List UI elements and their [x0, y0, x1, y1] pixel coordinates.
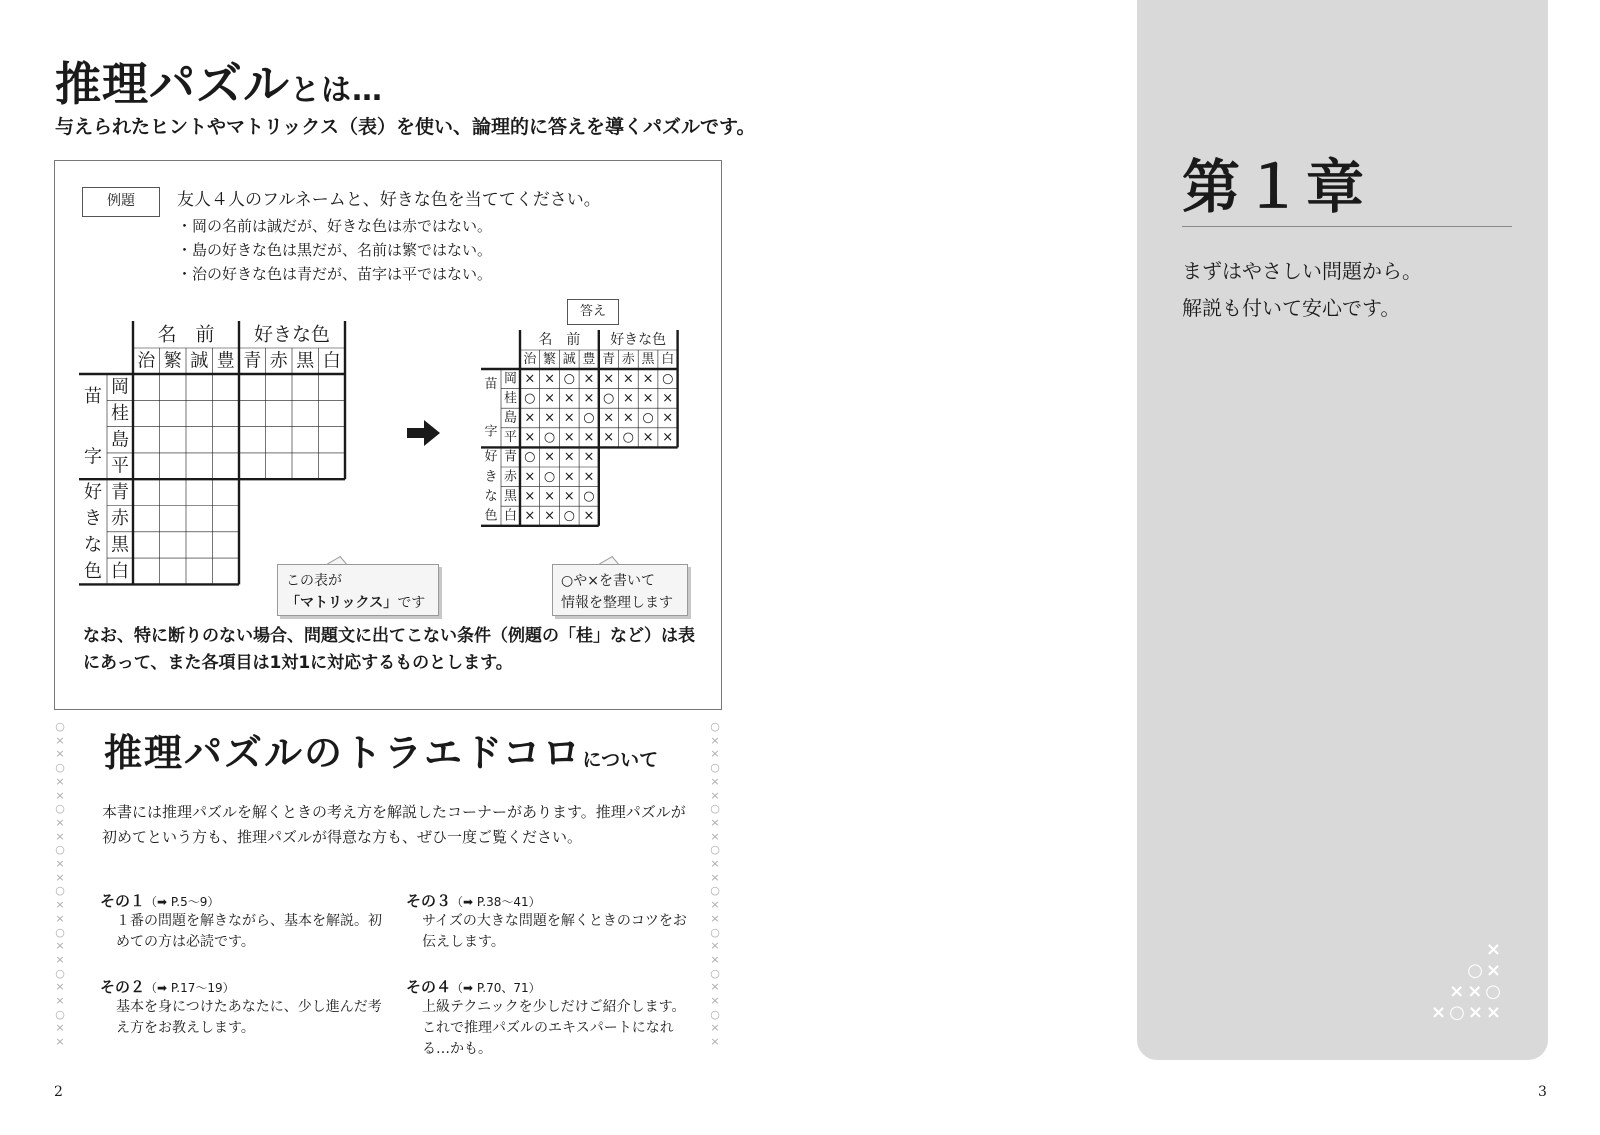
matrix-cell: × — [544, 508, 556, 524]
hint-item: ・島の好きな色は黒だが、名前は繁ではない。 — [177, 241, 493, 259]
row-group-label: な — [484, 488, 498, 504]
row-label: 赤 — [503, 469, 518, 485]
row-label: 島 — [503, 410, 518, 426]
matrix-cell: × — [563, 488, 575, 504]
column-label: 青 — [602, 352, 616, 367]
row-label: 黒 — [111, 534, 129, 556]
matrix-cell: × — [583, 508, 595, 524]
row-group-label: 苗 — [484, 377, 498, 393]
matrix-cell: ○ — [543, 430, 556, 446]
ox-pattern-glyph: × — [710, 747, 720, 761]
trap-item-number: その２ — [100, 978, 146, 996]
ox-pattern-glyph: ○ — [55, 925, 65, 939]
ox-pattern-glyph: × — [55, 774, 65, 788]
example-box — [54, 160, 722, 710]
matrix-cell: × — [662, 430, 674, 446]
ox-pattern-glyph: ○ — [710, 843, 720, 857]
ox-pattern-glyph: × — [710, 774, 720, 788]
trap-item-body: 基本を身につけたあなたに、少し進んだ考え方をお教えします。 — [116, 999, 382, 1036]
ox-pattern-glyph: × — [710, 829, 720, 843]
ox-pattern-glyph: ○ — [55, 720, 65, 733]
matrix-cell: ○ — [563, 371, 575, 387]
ox-pattern-glyph: ○ — [710, 966, 720, 980]
row-group-label: 好 — [484, 449, 498, 465]
trap-item-page: （➡ P.17〜19） — [145, 981, 235, 995]
bubble-line: この表が — [286, 573, 342, 589]
column-label: 治 — [523, 352, 537, 367]
column-label: 青 — [243, 350, 262, 372]
column-label: 繁 — [543, 352, 557, 367]
ox-pattern-glyph: ○ — [710, 925, 720, 939]
bubble-rest: です — [397, 595, 426, 611]
ox-pattern-glyph: ○ — [55, 761, 65, 775]
trap-item-head — [100, 976, 385, 997]
trap-item-body: サイズの大きな問題を解くときのコツをお伝えします。 — [422, 913, 687, 950]
ox-pattern-glyph: × — [710, 939, 720, 953]
row-group-label: 字 — [484, 424, 498, 440]
trap-item-head — [100, 890, 385, 911]
column-label: 黒 — [296, 350, 315, 372]
column-label: 白 — [322, 350, 341, 372]
ox-pattern-glyph: × — [55, 733, 65, 747]
row-label: 黒 — [503, 488, 518, 504]
speech-bubble-matrix — [277, 564, 439, 616]
matrix-cell: ○ — [662, 371, 674, 387]
matrix-cell: × — [563, 469, 575, 485]
matrix-cell: ○ — [583, 410, 595, 426]
column-label: 繁 — [163, 350, 182, 372]
matrix-cell: × — [603, 410, 615, 426]
row-label: 桂 — [503, 390, 518, 406]
column-label: 赤 — [269, 350, 288, 372]
ox-pattern-glyph: ○ — [55, 843, 65, 857]
bubble-line: ○や×を書いて — [561, 573, 655, 589]
ox-pattern-glyph: × — [710, 733, 720, 747]
ox-pattern-glyph: × — [55, 1035, 65, 1049]
matrix-cell: × — [544, 449, 556, 465]
ox-pattern-glyph: × — [710, 952, 720, 966]
ox-pattern-glyph: × — [55, 1021, 65, 1035]
ox-pattern-glyph: × — [55, 857, 65, 871]
trap-item-page: （➡ P.5〜9） — [145, 895, 220, 909]
ox-decoration-row: ×○×× — [1431, 1002, 1504, 1023]
ox-border-left — [54, 720, 66, 1049]
answer-matrix — [480, 329, 685, 534]
matrix-cell: ○ — [524, 449, 536, 465]
row-label: 青 — [503, 449, 518, 465]
matrix-cell: × — [544, 410, 556, 426]
matrix-cell: × — [544, 488, 556, 504]
header-colors: 好きな色 — [610, 332, 667, 348]
matrix-cell: × — [642, 430, 654, 446]
matrix-cell: × — [524, 508, 536, 524]
example-question: 友人４人のフルネームと、好きな色を当ててください。 — [177, 190, 601, 210]
ox-pattern-glyph: × — [55, 747, 65, 761]
matrix-cell: × — [544, 371, 556, 387]
ox-pattern-glyph: ○ — [710, 761, 720, 775]
column-label: 黒 — [641, 352, 655, 367]
hint-item: ・岡の名前は誠だが、好きな色は赤ではない。 — [177, 217, 493, 235]
column-label: 豊 — [216, 350, 235, 372]
trap-item-number: その３ — [406, 892, 452, 910]
intro-text: 与えられたヒントやマトリックス（表）を使い、論理的に答えを導くパズルです。 — [55, 116, 756, 138]
ox-pattern-glyph: × — [710, 1021, 720, 1035]
matrix-cell: × — [524, 488, 536, 504]
answer-tag: 答え — [567, 299, 619, 325]
matrix-cell: × — [544, 390, 556, 406]
page-title — [55, 48, 383, 114]
page-title-main: 推理パズル — [55, 57, 290, 111]
ox-pattern-glyph: × — [710, 980, 720, 994]
trap-item-head — [406, 890, 691, 911]
trap-item — [406, 890, 691, 953]
row-label: 桂 — [111, 402, 129, 424]
bubble-bold: 「マトリックス」 — [286, 595, 398, 611]
ox-pattern-glyph: × — [55, 829, 65, 843]
column-label: 治 — [137, 350, 156, 372]
matrix-cell: × — [563, 449, 575, 465]
row-label: 岡 — [503, 371, 518, 387]
ox-pattern-glyph: × — [55, 815, 65, 829]
matrix-cell: × — [583, 430, 595, 446]
page-number-right: 3 — [1538, 1084, 1547, 1100]
trap-item-page: （➡ P.38〜41） — [451, 895, 541, 909]
row-label: 岡 — [111, 376, 129, 398]
matrix-cell: × — [642, 390, 654, 406]
ox-pattern-glyph: × — [55, 980, 65, 994]
ox-pattern-glyph: × — [55, 788, 65, 802]
matrix-cell: ○ — [524, 390, 536, 406]
column-label: 豊 — [582, 352, 596, 367]
chapter-subtitle: まずはやさしい問題から。 — [1182, 259, 1422, 283]
row-group-label: な — [84, 534, 102, 556]
page-number-left: 2 — [54, 1084, 63, 1100]
ox-pattern-glyph: ○ — [55, 802, 65, 816]
ox-pattern-glyph: × — [710, 857, 720, 871]
matrix-cell: × — [583, 390, 595, 406]
matrix-cell: × — [524, 469, 536, 485]
row-label: 白 — [503, 508, 518, 524]
trap-item — [406, 976, 691, 1060]
row-label: 島 — [111, 429, 129, 451]
column-label: 赤 — [621, 352, 635, 367]
ox-decoration-row: ××○ — [1449, 981, 1504, 1002]
example-note: なお、特に断りのない場合、問題文に出てこない条件（例題の「桂」など）は表にあって、また各項目は1対1に対応するものとします。 — [83, 626, 695, 673]
trap-item-number: その１ — [100, 892, 146, 910]
row-label: 平 — [503, 430, 518, 446]
matrix-cell: × — [563, 430, 575, 446]
row-group-label: 苗 — [84, 385, 102, 407]
ox-pattern-glyph: × — [55, 939, 65, 953]
ox-decoration-row: ○× — [1467, 960, 1504, 981]
ox-pattern-glyph: ○ — [710, 802, 720, 816]
blank-matrix — [79, 319, 351, 589]
ox-pattern-glyph: × — [55, 994, 65, 1008]
ox-pattern-glyph: × — [55, 898, 65, 912]
trap-title-suffix: について — [582, 749, 659, 771]
ox-pattern-glyph: × — [710, 898, 720, 912]
ox-pattern-glyph: ○ — [55, 966, 65, 980]
right-arrow-icon — [407, 419, 441, 447]
trap-item-page: （➡ P.70、71） — [451, 981, 541, 995]
chapter-title: 第１章 — [1182, 153, 1369, 221]
trap-item — [100, 890, 385, 953]
row-label: 平 — [111, 455, 129, 477]
row-label: 青 — [111, 481, 129, 503]
matrix-cell: × — [563, 390, 575, 406]
ox-pattern-glyph: ○ — [55, 1007, 65, 1021]
column-label: 誠 — [562, 352, 576, 367]
chapter-divider — [1182, 226, 1512, 227]
trap-item-number: その４ — [406, 978, 452, 996]
matrix-cell: ○ — [563, 508, 575, 524]
bubble-line: 情報を整理します — [561, 595, 673, 611]
matrix-cell: × — [583, 371, 595, 387]
matrix-cell: × — [524, 430, 536, 446]
ox-pattern-glyph: × — [710, 1035, 720, 1049]
matrix-cell: × — [622, 390, 634, 406]
matrix-cell: × — [583, 469, 595, 485]
bubble-line — [286, 592, 430, 614]
matrix-cell: ○ — [583, 488, 595, 504]
trap-item-body: １番の問題を解きながら、基本を解説。初めての方は必読です。 — [116, 913, 382, 950]
row-group-label: き — [484, 469, 498, 485]
ox-pattern-glyph: × — [55, 911, 65, 925]
ox-pattern-glyph: ○ — [710, 720, 720, 733]
ox-decoration-row: × — [1485, 939, 1504, 960]
column-label: 白 — [661, 352, 675, 367]
trap-description: 本書には推理パズルを解くときの考え方を解説したコーナーがあります。推理パズルが初めてという方も、推理パズルが得意な方も、ぜひ一度ご覧ください。 — [102, 803, 686, 846]
row-group-label: 色 — [84, 560, 102, 582]
matrix-cell: × — [583, 449, 595, 465]
ox-pattern-glyph: ○ — [710, 884, 720, 898]
speech-bubble-answer — [552, 564, 688, 616]
row-group-label: き — [84, 508, 102, 530]
row-group-label: 色 — [484, 508, 498, 524]
page-title-suffix: とは… — [290, 73, 383, 108]
hint-item: ・治の好きな色は青だが、苗字は平ではない。 — [177, 265, 493, 283]
matrix-cell: × — [662, 390, 674, 406]
matrix-cell: × — [603, 371, 615, 387]
header-colors: 好きな色 — [253, 323, 331, 346]
matrix-cell: ○ — [642, 410, 654, 426]
row-label: 白 — [111, 560, 129, 582]
trap-item-head — [406, 976, 691, 997]
ox-pattern-glyph: × — [710, 815, 720, 829]
matrix-cell: × — [622, 410, 634, 426]
trap-item-body: 上級テクニックを少しだけご紹介します。これで推理パズルのエキスパートになれる…かも。 — [422, 999, 686, 1057]
header-names: 名 前 — [157, 323, 215, 346]
matrix-cell: × — [524, 371, 536, 387]
ox-pattern-glyph: × — [55, 870, 65, 884]
matrix-cell: × — [524, 410, 536, 426]
ox-pattern-glyph: × — [710, 870, 720, 884]
matrix-cell: ○ — [602, 390, 615, 406]
example-tag: 例題 — [82, 187, 160, 217]
row-group-label: 好 — [84, 481, 102, 503]
row-label: 赤 — [111, 508, 129, 530]
matrix-cell: × — [622, 371, 634, 387]
matrix-cell: × — [563, 410, 575, 426]
trap-section-title — [104, 722, 658, 777]
column-label: 誠 — [190, 350, 209, 372]
ox-pattern-glyph: × — [55, 952, 65, 966]
header-names: 名 前 — [538, 332, 581, 348]
matrix-cell: ○ — [543, 469, 556, 485]
trap-title-main: 推理パズルのトラエドコロ — [104, 731, 583, 775]
matrix-cell: ○ — [622, 430, 635, 446]
ox-pattern-glyph: ○ — [710, 1007, 720, 1021]
matrix-cell: × — [662, 410, 674, 426]
matrix-cell: × — [642, 371, 654, 387]
ox-pattern-glyph: ○ — [55, 884, 65, 898]
row-group-label: 字 — [84, 446, 102, 468]
ox-pattern-glyph: × — [710, 788, 720, 802]
ox-pattern-glyph: × — [710, 911, 720, 925]
ox-border-right — [709, 720, 721, 1049]
matrix-cell: × — [603, 430, 615, 446]
chapter-subtitle: 解説も付いて安心です。 — [1182, 296, 1401, 320]
trap-item — [100, 976, 385, 1039]
ox-pattern-glyph: × — [710, 994, 720, 1008]
